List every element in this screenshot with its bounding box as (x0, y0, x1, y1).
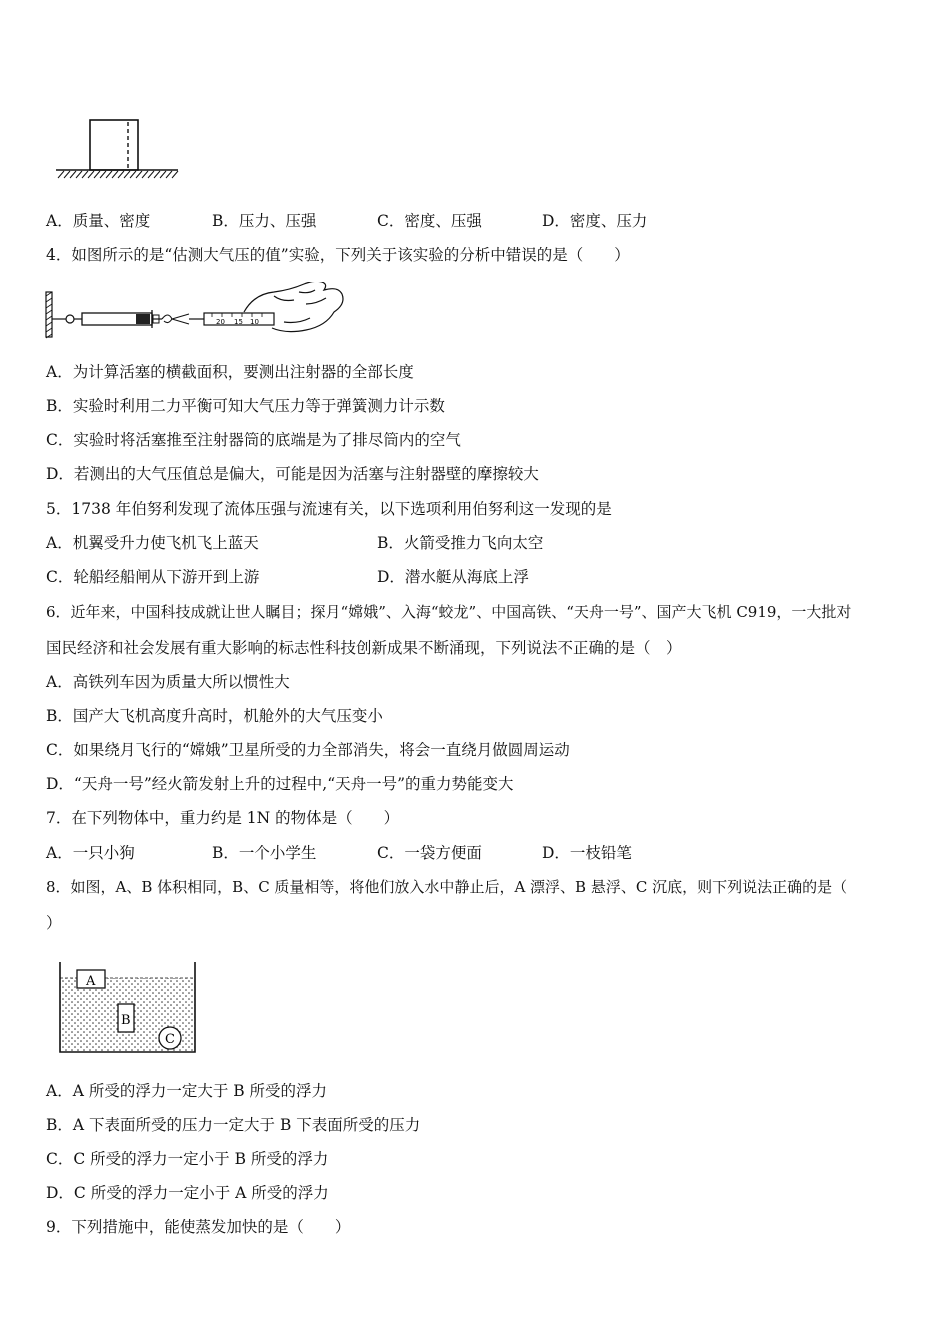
q6-option-d: D．“天舟一号”经火箭发射上升的过程中,“天舟一号”的重力势能变大 (46, 775, 514, 793)
q6-option-c: C．如果绕月飞行的“嫦娥”卫星所受的力全部消失，将会一直绕月做圆周运动 (46, 741, 570, 759)
q7-option-b: B．一个小学生 (212, 844, 317, 862)
q8-option-b: B．A 下表面所受的压力一定大于 B 下表面所受的压力 (46, 1116, 421, 1134)
syringe-experiment-figure (44, 282, 344, 344)
q3-option-a: A．质量、密度 (46, 212, 151, 230)
q6-option-b: B．国产大飞机高度升高时，机舱外的大气压变小 (46, 707, 383, 725)
q7-option-a: A．一只小狗 (46, 844, 135, 862)
q4-option-d: D．若测出的大气压值总是偏大，可能是因为活塞与注射器壁的摩擦较大 (46, 465, 539, 483)
q4-option-c: C．实验时将活塞推至注射器筒的底端是为了排尽筒内的空气 (46, 431, 461, 449)
scale-label: 15 (234, 318, 243, 326)
q5-option-a: A．机翼受升力使飞机飞上蓝天 (46, 534, 259, 552)
ball-c-label: C (165, 1032, 175, 1047)
scale-label: 20 (216, 318, 225, 326)
scale-label: 10 (250, 318, 259, 326)
q4-option-b: B．实验时利用二力平衡可知大气压力等于弹簧测力计示数 (46, 397, 445, 415)
q3-option-c: C．密度、压强 (377, 212, 482, 230)
q6-stem-line2: 国民经济和社会发展有重大影响的标志性科技创新成果不断涌现，下列说法不正确的是（ ） (46, 639, 682, 657)
q4-option-a: A．为计算活塞的横截面积，要测出注射器的全部长度 (46, 363, 414, 381)
q6-option-a: A．高铁列车因为质量大所以惯性大 (46, 673, 290, 691)
q8-option-a: A．A 所受的浮力一定大于 B 所受的浮力 (46, 1082, 328, 1100)
q8-stem-line2: ） (46, 914, 62, 932)
q5-option-d: D．潜水艇从海底上浮 (377, 568, 529, 586)
q8-option-c: C．C 所受的浮力一定小于 B 所受的浮力 (46, 1150, 329, 1168)
q7-option-c: C．一袋方便面 (377, 844, 482, 862)
buoyancy-container-figure (52, 958, 202, 1058)
q4-stem: 4．如图所示的是“估测大气压的值”实验，下列关于该实验的分析中错误的是（ ） (46, 246, 630, 264)
q8-option-d: D．C 所受的浮力一定小于 A 所受的浮力 (46, 1184, 329, 1202)
q9-stem: 9．下列措施中，能使蒸发加快的是（ ） (46, 1218, 351, 1236)
q3-option-b: B．压力、压强 (212, 212, 317, 230)
q5-option-b: B．火箭受推力飞向太空 (377, 534, 544, 552)
q8-stem-line1: 8．如图，A、B 体积相同，B、C 质量相等，将他们放入水中静止后，A 漂浮、B 悬浮、C 沉底，则下列说法正确的是（ (46, 878, 848, 896)
block-b-label: B (121, 1013, 131, 1028)
q5-option-c: C．轮船经船闸从下游开到上游 (46, 568, 260, 586)
block-on-ground-figure (52, 112, 182, 187)
q6-stem-line1: 6．近年来，中国科技成就让世人瞩目；探月“嫦娥”、入海“蛟龙”、中国高铁、“天舟一号”、国产大飞机 C919，一大批对 (46, 603, 852, 621)
q5-stem: 5．1738 年伯努利发现了流体压强与流速有关，以下选项利用伯努利这一发现的是 (46, 500, 612, 518)
q7-option-d: D．一枝铅笔 (542, 844, 632, 862)
q3-option-d: D．密度、压力 (542, 212, 648, 230)
q7-stem: 7．在下列物体中，重力约是 1N 的物体是（ ） (46, 809, 400, 827)
block-a-label: A (86, 974, 96, 989)
